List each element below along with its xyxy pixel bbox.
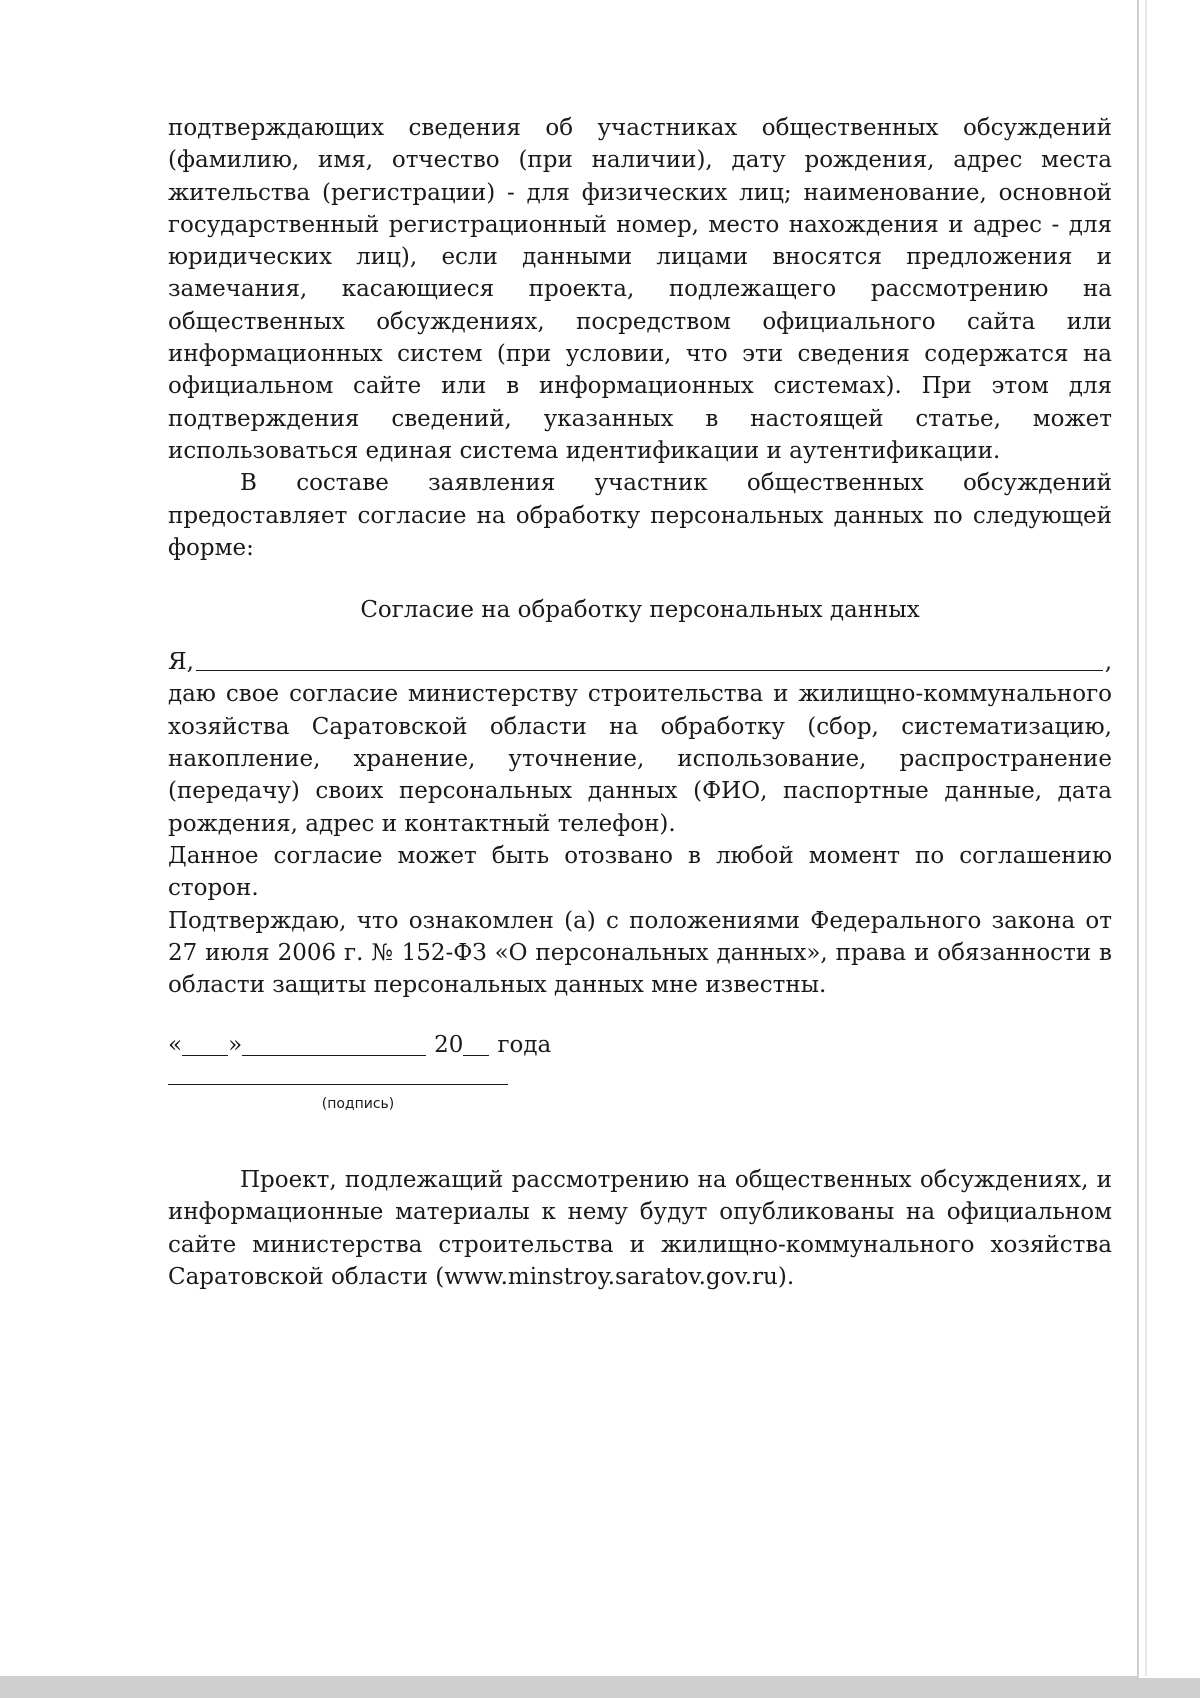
- page-edge: [1139, 0, 1200, 1698]
- consent-ya-label: Я,: [168, 649, 194, 676]
- day-blank-field[interactable]: [182, 1031, 228, 1056]
- document-body: [168, 112, 1112, 1293]
- signature-block: [168, 1070, 508, 1120]
- consent-comma: ,: [1104, 649, 1112, 676]
- scan-bottom-band: [0, 1678, 1200, 1698]
- name-blank-field[interactable]: [196, 670, 1103, 671]
- year-suffix: года: [497, 1032, 552, 1059]
- consent-text-confirm: Подтверждаю, что ознакомлен (а) с положениями Федерального закона от 27 июля 2006 г. № 152-ФЗ «О персональных данных», права и обязанности в области защиты персональных данных мне известны.: [168, 907, 1112, 999]
- year-prefix: 20: [434, 1032, 464, 1059]
- date-close-quote: »: [228, 1032, 243, 1059]
- consent-text-revoke: Данное согласие может быть отозвано в любой момент по соглашению сторон.: [168, 842, 1112, 902]
- scan-edge-line: [1145, 0, 1147, 1676]
- consent-text-grant: даю свое согласие министерству строительства и жилищно-коммунального хозяйства Саратовской области на обработку (сбор, систематизацию, накопление, хранение, уточнение, использование, распространение (передачу) своих персональных данных (ФИО, паспортные данные, дата рождения, адрес и контактный телефон).: [168, 681, 1112, 837]
- date-open-quote: «: [168, 1032, 183, 1059]
- consent-name-line: [168, 646, 1112, 678]
- signature-blank-field[interactable]: [168, 1070, 508, 1085]
- signature-caption: (подпись): [321, 1095, 395, 1112]
- year-blank-field[interactable]: [463, 1031, 489, 1056]
- month-blank-field[interactable]: [242, 1031, 426, 1056]
- consent-title: Согласие на обработку персональных данных: [360, 597, 920, 624]
- paragraph-consent-intro: В составе заявления участник общественных обсуждений предоставляет согласие на обработку персональных данных по следующей форме:: [168, 470, 1112, 561]
- paragraph-publication: Проект, подлежащий рассмотрению на общественных обсуждениях, и информационные материалы к нему будут опубликованы на официальном сайте министерства строительства и жилищно-коммунального хозяйства Саратовской области (www.minstroy.saratov.gov.ru).: [168, 1167, 1112, 1290]
- paragraph-requirements: подтверждающих сведения об участниках общественных обсуждений (фамилию, имя, отчество (при наличии), дату рождения, адрес места жительства (регистрации) - для физических лиц; наименование, основной государственный регистрационный номер, место нахождения и адрес - для юридических лиц), если данными лицами вносятся предложения и замечания, касающиеся проекта, подлежащего рассмотрению на общественных обсуждениях, посредством официального сайта или информационных систем (при условии, что эти сведения содержатся на официальном сайте или в информационных системах). При этом для подтверждения сведений, указанных в настоящей статье, может использоваться единая система идентификации и аутентификации.: [168, 115, 1112, 464]
- date-line: [168, 1029, 1112, 1061]
